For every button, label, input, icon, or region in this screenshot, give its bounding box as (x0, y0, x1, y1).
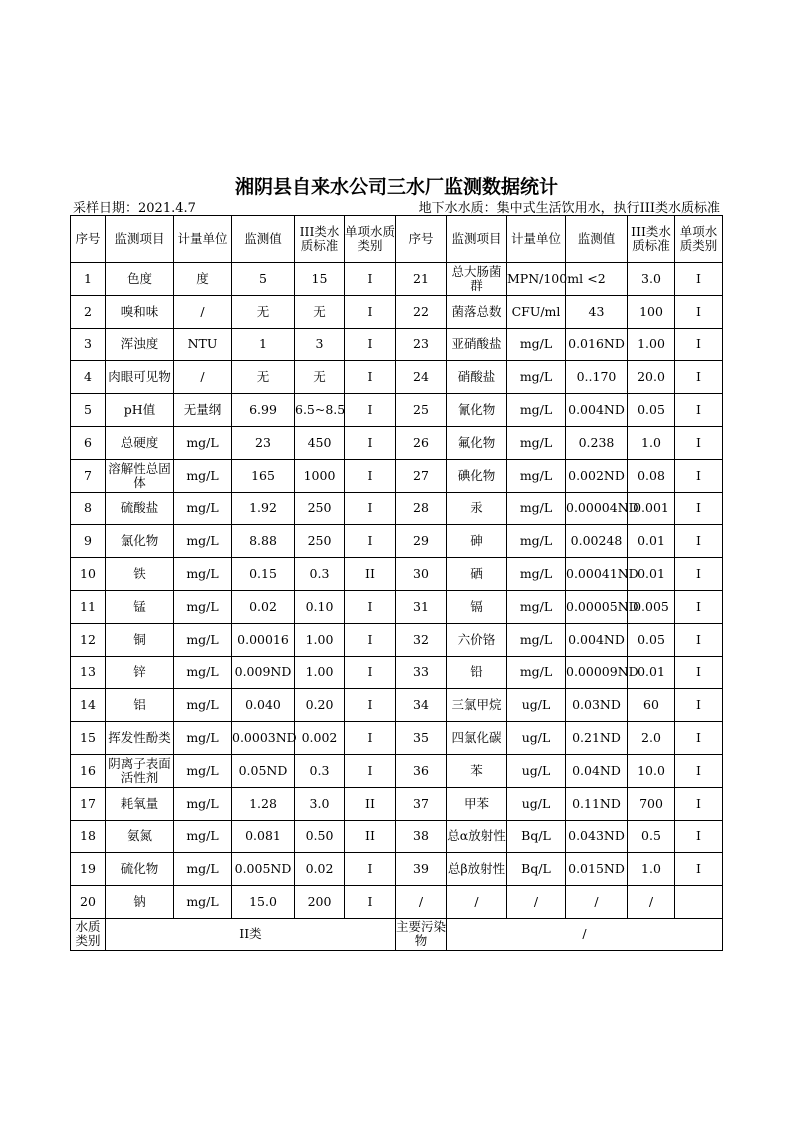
table-cell: 30 (396, 558, 447, 591)
table-cell: 20.0 (628, 361, 675, 394)
table-cell: ug/L (507, 787, 566, 820)
table-cell: mg/L (507, 590, 566, 623)
table-cell: 0.21ND (566, 722, 628, 755)
table-cell: 165 (232, 459, 295, 492)
table-cell: 8.88 (232, 525, 295, 558)
table-row (71, 459, 723, 492)
table-cell: 钠 (106, 886, 174, 919)
table-cell: 甲苯 (447, 787, 507, 820)
table-cell: 4 (71, 361, 106, 394)
table-cell: 2 (71, 295, 106, 328)
table-cell: / (628, 886, 675, 919)
table-row (71, 263, 723, 296)
header-cell: 监测项目 (106, 216, 174, 263)
table-cell: I (345, 492, 396, 525)
table-cell: 250 (295, 525, 345, 558)
document-title: 湘阴县自来水公司三水厂监测数据统计 (234, 176, 558, 198)
header-cell: 单项水质类别 (345, 216, 396, 263)
header-cell: III类水质标准 (628, 216, 675, 263)
table-cell: 35 (396, 722, 447, 755)
table-cell: 43 (566, 295, 628, 328)
table-cell: mg/L (507, 558, 566, 591)
table-cell: I (675, 426, 723, 459)
table-cell: 0.05ND (232, 754, 295, 787)
table-cell: 0.040 (232, 689, 295, 722)
table-row (71, 689, 723, 722)
table-cell: 0.05 (628, 623, 675, 656)
table-cell: I (675, 623, 723, 656)
table-cell: 0.02 (295, 853, 345, 886)
table-cell: 27 (396, 459, 447, 492)
table-cell: I (345, 689, 396, 722)
table-cell: I (675, 853, 723, 886)
table-cell: 0.01 (628, 558, 675, 591)
table-cell: 37 (396, 787, 447, 820)
table-cell: 三氯甲烷 (447, 689, 507, 722)
table-cell: 无 (295, 295, 345, 328)
table-cell: 0.08 (628, 459, 675, 492)
table-cell: 0.00016 (232, 623, 295, 656)
table-cell: 36 (396, 754, 447, 787)
table-cell: 100 (628, 295, 675, 328)
table-cell: 12 (71, 623, 106, 656)
table-cell: 5 (71, 394, 106, 427)
table-cell: 氟化物 (447, 426, 507, 459)
water-quality-note: 地下水水质：集中式生活饮用水，执行III类水质标准 (418, 201, 720, 216)
table-cell: I (345, 263, 396, 296)
table-cell: mg/L (174, 492, 232, 525)
table-cell: 0.5 (628, 820, 675, 853)
table-cell: 21 (396, 263, 447, 296)
table-cell: 铜 (106, 623, 174, 656)
table-cell: 10 (71, 558, 106, 591)
table-row (71, 722, 723, 755)
sample-date: 采样日期：2021.4.7 (73, 201, 196, 216)
table-row (71, 754, 723, 787)
table-cell: I (345, 394, 396, 427)
table-cell: 26 (396, 426, 447, 459)
table-cell: I (345, 656, 396, 689)
table-cell (675, 886, 723, 919)
table-cell: 5 (232, 263, 295, 296)
table-cell: 苯 (447, 754, 507, 787)
table-cell: NTU (174, 328, 232, 361)
table-cell: I (675, 787, 723, 820)
table-cell: 色度 (106, 263, 174, 296)
table-cell: 23 (396, 328, 447, 361)
table-cell: I (675, 754, 723, 787)
table-cell: mg/L (174, 853, 232, 886)
table-cell: I (345, 525, 396, 558)
table-cell: II (345, 787, 396, 820)
table-cell: 1 (232, 328, 295, 361)
table-cell: 0..170 (566, 361, 628, 394)
table-cell: mg/L (174, 722, 232, 755)
table-cell: 16 (71, 754, 106, 787)
monitoring-table (70, 215, 723, 951)
table-cell: 无 (295, 361, 345, 394)
table-cell: I (345, 754, 396, 787)
table-cell: I (675, 394, 723, 427)
table-row (71, 787, 723, 820)
header-cell: 序号 (71, 216, 106, 263)
table-cell: 0.3 (295, 558, 345, 591)
table-cell: 34 (396, 689, 447, 722)
table-cell: mg/L (174, 525, 232, 558)
table-cell: 15.0 (232, 886, 295, 919)
table-cell: I (675, 295, 723, 328)
table-cell: 总β放射性 (447, 853, 507, 886)
table-cell: 7 (71, 459, 106, 492)
table-cell: 28 (396, 492, 447, 525)
table-cell: mg/L (174, 754, 232, 787)
table-cell: 硝酸盐 (447, 361, 507, 394)
table-cell: I (675, 525, 723, 558)
table-header-row (71, 216, 723, 263)
table-cell: 挥发性酚类 (106, 722, 174, 755)
table-row (71, 525, 723, 558)
table-cell: 铝 (106, 689, 174, 722)
table-cell: 0.015ND (566, 853, 628, 886)
table-cell: I (345, 623, 396, 656)
table-cell: I (345, 361, 396, 394)
table-cell: 17 (71, 787, 106, 820)
table-cell: 1 (71, 263, 106, 296)
table-cell: I (345, 853, 396, 886)
table-cell: mg/L (507, 361, 566, 394)
table-cell: 1.92 (232, 492, 295, 525)
table-cell: CFU/ml (507, 295, 566, 328)
table-cell: I (345, 459, 396, 492)
table-cell: 0.15 (232, 558, 295, 591)
table-cell: 六价铬 (447, 623, 507, 656)
table-cell: mg/L (174, 558, 232, 591)
table-cell: 四氯化碳 (447, 722, 507, 755)
table-cell: mg/L (507, 623, 566, 656)
table-cell: 硫酸盐 (106, 492, 174, 525)
table-cell: I (675, 558, 723, 591)
table-cell: / (566, 886, 628, 919)
table-cell: MPN/100ml (507, 263, 566, 296)
table-cell: 0.00009ND (566, 656, 628, 689)
table-cell: 锌 (106, 656, 174, 689)
table-cell: 菌落总数 (447, 295, 507, 328)
table-cell: mg/L (174, 886, 232, 919)
table-cell: Bq/L (507, 820, 566, 853)
table-cell: 肉眼可见物 (106, 361, 174, 394)
table-cell: 33 (396, 656, 447, 689)
table-cell: I (345, 722, 396, 755)
table-cell: 0.238 (566, 426, 628, 459)
table-cell: 氨氮 (106, 820, 174, 853)
table-cell: 3.0 (628, 263, 675, 296)
table-cell: 3 (71, 328, 106, 361)
table-cell: mg/L (507, 426, 566, 459)
table-cell: mg/L (174, 820, 232, 853)
table-row (71, 656, 723, 689)
table-cell: 6.5~8.5 (295, 394, 345, 427)
table-cell: 0.00004ND (566, 492, 628, 525)
table-cell: 0.009ND (232, 656, 295, 689)
table-cell: ug/L (507, 722, 566, 755)
table-cell: 嗅和味 (106, 295, 174, 328)
table-cell: 亚硝酸盐 (447, 328, 507, 361)
table-cell: I (675, 722, 723, 755)
table-cell: I (345, 590, 396, 623)
header-cell: III类水质标准 (295, 216, 345, 263)
table-row (71, 853, 723, 886)
table-cell: mg/L (174, 689, 232, 722)
table-cell: 31 (396, 590, 447, 623)
table-cell: 0.01 (628, 525, 675, 558)
table-cell: mg/L (174, 623, 232, 656)
table-row (71, 623, 723, 656)
table-cell: mg/L (507, 492, 566, 525)
table-cell: 碘化物 (447, 459, 507, 492)
table-cell: 0.005 (628, 590, 675, 623)
table-cell: 6 (71, 426, 106, 459)
table-cell: ug/L (507, 689, 566, 722)
table-cell: I (675, 656, 723, 689)
table-cell: 15 (295, 263, 345, 296)
main-pollutant-label: 主要污染物 (396, 919, 447, 949)
header-cell: 监测值 (232, 216, 295, 263)
table-row (71, 295, 723, 328)
table-cell: 0.05 (628, 394, 675, 427)
table-cell: I (675, 590, 723, 623)
table-cell: / (507, 886, 566, 919)
table-cell: 硒 (447, 558, 507, 591)
table-cell: mg/L (174, 426, 232, 459)
table-cell: 60 (628, 689, 675, 722)
table-cell: mg/L (174, 590, 232, 623)
table-cell: 11 (71, 590, 106, 623)
table-cell: 9 (71, 525, 106, 558)
table-cell: 0.005ND (232, 853, 295, 886)
table-row (71, 492, 723, 525)
table-row (71, 590, 723, 623)
table-cell: 19 (71, 853, 106, 886)
table-cell: 23 (232, 426, 295, 459)
table-cell: 6.99 (232, 394, 295, 427)
table-cell: 0.0003ND (232, 722, 295, 755)
table-cell: 1.00 (295, 656, 345, 689)
table-cell: 0.001 (628, 492, 675, 525)
table-cell: 锰 (106, 590, 174, 623)
table-row (71, 361, 723, 394)
table-cell: 2.0 (628, 722, 675, 755)
table-cell: 0.11ND (566, 787, 628, 820)
table-cell: / (174, 361, 232, 394)
table-cell: 18 (71, 820, 106, 853)
table-cell: 浑浊度 (106, 328, 174, 361)
table-cell: 0.10 (295, 590, 345, 623)
table-cell: 15 (71, 722, 106, 755)
table-cell: 38 (396, 820, 447, 853)
table-cell: 0.081 (232, 820, 295, 853)
table-row (71, 886, 723, 919)
table-cell: 0.004ND (566, 623, 628, 656)
table-cell: 阴离子表面活性剂 (106, 754, 174, 787)
table-cell: 无 (232, 295, 295, 328)
table-cell: II (345, 820, 396, 853)
table-cell: I (675, 689, 723, 722)
table-cell: I (675, 459, 723, 492)
table-cell: pH值 (106, 394, 174, 427)
table-cell: <2 (566, 263, 628, 296)
table-cell: 3.0 (295, 787, 345, 820)
table-cell: 20 (71, 886, 106, 919)
table-cell: mg/L (507, 328, 566, 361)
table-cell: Bq/L (507, 853, 566, 886)
table-cell: 0.02 (232, 590, 295, 623)
table-cell: 度 (174, 263, 232, 296)
table-cell: 氰化物 (447, 394, 507, 427)
table-cell: 24 (396, 361, 447, 394)
table-cell: ug/L (507, 754, 566, 787)
table-row (71, 820, 723, 853)
table-cell: I (675, 492, 723, 525)
header-cell: 单项水质类别 (675, 216, 723, 263)
table-cell: / (447, 886, 507, 919)
table-cell: 0.04ND (566, 754, 628, 787)
table-cell: 0.00041ND (566, 558, 628, 591)
table-cell: 700 (628, 787, 675, 820)
table-cell: 砷 (447, 525, 507, 558)
table-cell: 铁 (106, 558, 174, 591)
table-cell: 汞 (447, 492, 507, 525)
table-cell: II (345, 558, 396, 591)
header-cell: 计量单位 (507, 216, 566, 263)
main-pollutant-value: / (447, 918, 723, 950)
table-cell: 0.002 (295, 722, 345, 755)
table-cell: mg/L (507, 459, 566, 492)
table-cell: I (345, 328, 396, 361)
table-cell: / (396, 886, 447, 919)
table-footer-row (71, 918, 723, 950)
table-cell: 1.0 (628, 853, 675, 886)
table-cell: 溶解性总固体 (106, 459, 174, 492)
table-cell: 总α放射性 (447, 820, 507, 853)
table-cell: 0.00005ND (566, 590, 628, 623)
table-cell: 0.043ND (566, 820, 628, 853)
table-cell: mg/L (174, 459, 232, 492)
table-cell: 1000 (295, 459, 345, 492)
table-cell: I (345, 295, 396, 328)
table-cell: 250 (295, 492, 345, 525)
table-cell: 200 (295, 886, 345, 919)
table-cell: 总硬度 (106, 426, 174, 459)
table-cell: I (345, 886, 396, 919)
table-cell: 1.00 (628, 328, 675, 361)
table-cell: 10.0 (628, 754, 675, 787)
table-cell: 无 (232, 361, 295, 394)
table-cell: 0.3 (295, 754, 345, 787)
table-cell: 0.01 (628, 656, 675, 689)
table-cell: 25 (396, 394, 447, 427)
table-row (71, 394, 723, 427)
table-cell: 8 (71, 492, 106, 525)
table-cell: 39 (396, 853, 447, 886)
table-cell: 14 (71, 689, 106, 722)
table-cell: I (675, 820, 723, 853)
table-cell: mg/L (174, 656, 232, 689)
table-cell: I (675, 361, 723, 394)
table-cell: 1.0 (628, 426, 675, 459)
table-cell: 1.00 (295, 623, 345, 656)
table-cell: 无量纲 (174, 394, 232, 427)
header-cell: 序号 (396, 216, 447, 263)
table-cell: mg/L (507, 525, 566, 558)
table-cell: 氯化物 (106, 525, 174, 558)
table-cell: 耗氧量 (106, 787, 174, 820)
table-cell: 总大肠菌群 (447, 263, 507, 296)
table-cell: mg/L (507, 394, 566, 427)
table-cell: mg/L (174, 787, 232, 820)
table-cell: I (675, 328, 723, 361)
table-cell: 0.004ND (566, 394, 628, 427)
table-cell: 0.50 (295, 820, 345, 853)
header-cell: 监测值 (566, 216, 628, 263)
table-cell: 0.00248 (566, 525, 628, 558)
table-row (71, 426, 723, 459)
table-row (71, 328, 723, 361)
table-cell: 硫化物 (106, 853, 174, 886)
water-class-label: 水质类别 (71, 918, 106, 950)
header-cell: 监测项目 (447, 216, 507, 263)
table-cell: / (174, 295, 232, 328)
table-cell: 22 (396, 295, 447, 328)
table-cell: 1.28 (232, 787, 295, 820)
table-cell: 0.20 (295, 689, 345, 722)
table-cell: 镉 (447, 590, 507, 623)
table-cell: 铅 (447, 656, 507, 689)
table-cell: 0.016ND (566, 328, 628, 361)
table-cell: mg/L (507, 656, 566, 689)
table-cell: I (675, 263, 723, 296)
table-cell: 32 (396, 623, 447, 656)
table-cell: 0.002ND (566, 459, 628, 492)
table-cell: I (345, 426, 396, 459)
table-cell: 29 (396, 525, 447, 558)
table-cell: 450 (295, 426, 345, 459)
table-cell: 3 (295, 328, 345, 361)
header-cell: 计量单位 (174, 216, 232, 263)
table-cell: 0.03ND (566, 689, 628, 722)
table-row (71, 558, 723, 591)
table-cell: 13 (71, 656, 106, 689)
water-class-value: II类 (106, 918, 396, 950)
